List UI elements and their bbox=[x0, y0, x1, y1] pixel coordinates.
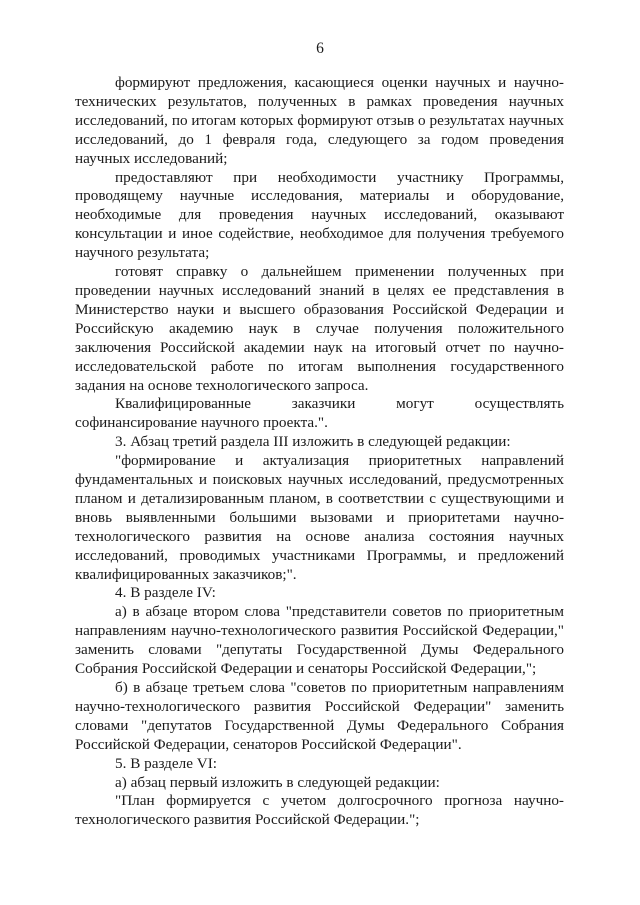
paragraph: 4. В разделе IV: bbox=[115, 584, 216, 602]
paragraph: "План формируется с учетом долгосрочного прогноза научно-технологического развития Российской Федерации."; bbox=[75, 792, 564, 829]
paragraph: "формирование и актуализация приоритетных направлений фундаментальных и поисковых научных исследований, предусмотренных планом и детализированным планом, в соответствии с существующими и вновь выявленными большими вызовами и приоритетами научно-технологического развития на основе анализа состояния научных исследований, проводимых участниками Программы, и предложений квалифицированных заказчиков;". bbox=[75, 452, 564, 583]
paragraph: формируют предложения, касающиеся оценки научных и научно-технических результатов, полученных в рамках проведения научных исследований, по итогам которых формируют отзыв о результатах научных исследований, до 1 февраля года, следующего за годом проведения научных исследований; bbox=[75, 74, 564, 167]
paragraph: готовят справку о дальнейшем применении полученных при проведении научных исследований знаний в целях ее представления в Министерство науки и высшего образования Российской Федерации и Российскую академию наук в случае получения положительного заключения Российской академии наук на итоговый отчет по научно-исследовательской работе по итогам выполнения государственного задания на основе технологического запроса. bbox=[75, 263, 564, 394]
paragraph: Квалифицированные заказчики могут осуществлять софинансирование научного проекта.". bbox=[75, 395, 564, 432]
paragraph: б) в абзаце третьем слова "советов по приоритетным направлениям научно-технологического развития Российской Федерации" заменить словами "депутатов Государственной Думы Федерального Собрания Российской Федерации, сенаторов Российской Федерации". bbox=[75, 679, 564, 753]
paragraph: а) в абзаце втором слова "представители советов по приоритетным направлениям научно-технологического развития Российской Федерации," заменить словами "депутаты Государственной Думы Федерального Собрания Российской Федерации и сенаторы Российской Федерации,"; bbox=[75, 603, 564, 678]
paragraph: 5. В разделе VI: bbox=[115, 754, 218, 772]
paragraph: а) абзац первый изложить в следующей редакции: bbox=[115, 773, 440, 791]
document-body bbox=[75, 74, 564, 830]
paragraph: 3. Абзац третий раздела III изложить в следующей редакции: bbox=[115, 433, 511, 451]
paragraph: предоставляют при необходимости участнику Программы, проводящему научные исследования, материалы и оборудование, необходимые для проведения научных исследований, оказывают консультации и иное содействие, необходимое для получения требуемого научного результата; bbox=[75, 168, 564, 262]
page-number: 6 bbox=[316, 40, 324, 57]
